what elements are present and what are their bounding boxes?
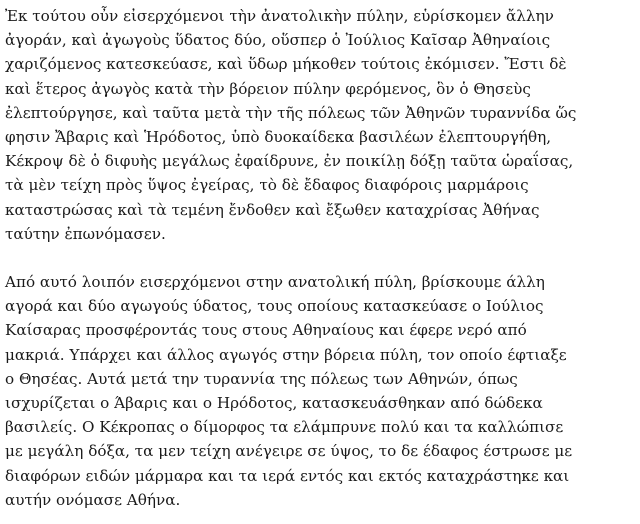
ancient-greek-paragraph (5, 4, 637, 246)
text-line: διαφόρων ειδών μάρμαρα και τα ιερά εντός και εκτός καταχράστηκε και (5, 466, 570, 485)
text-line: ισχυρίζεται ο Άβαρις και ο Ηρόδοτος, κατασκευάσθηκαν από δώδεκα (5, 394, 543, 412)
text-line: βασιλείς. Ο Κέκροπας ο δίμορφος τα ελάμπρυνε πολύ και τα καλλώπισε (5, 418, 564, 437)
modern-greek-paragraph (5, 270, 637, 512)
text-line: ταύτην ἐπωνόμασεν. (5, 224, 166, 243)
text-line: καταστρώσας καὶ τὰ τεμένη ἔνδοθεν καὶ ἔξωθεν καταχρίσας Ἀθήνας (5, 200, 540, 219)
text-line: με μεγάλη δόξα, τα μεν τείχη ανέγειρε σε ύψος, το δε έδαφος έστρωσε με (5, 442, 573, 461)
text-line: ἀγοράν, καὶ ἀγωγοὺς ὕδατος δύο, οὕσπερ ὁ Ἰούλιος Καῖσαρ Ἀθηναίοις (5, 31, 551, 50)
text-line: Καίσαρας προσφέροντάς τους στους Αθηναίους και έφερε νερό από (5, 321, 527, 340)
text-line: φησιν Ἄβαρις καὶ Ἡρόδοτος, ὑπὸ δυοκαίδεκα βασιλέων ἐλεπτουργήθη, (5, 127, 552, 146)
text-line: χαριζόμενος κατεσκεύασε, καὶ ὕδωρ μήκοθεν τούτοις ἐκόμισεν. Ἔστι δὲ (5, 55, 567, 74)
text-line: αγορά και δύο αγωγούς ύδατος, τους οποίους κατασκεύασε ο Ιούλιος (5, 297, 544, 316)
document-body (5, 4, 637, 512)
text-line: Κέκροψ δὲ ὁ διφυὴς μεγάλως ἐφαίδρυνε, ἐν ποικίλῃ δόξῃ ταῦτα ὡραΐσας, (5, 152, 574, 171)
text-line: αυτήν ονόμασε Αθήνα. (5, 490, 181, 509)
text-line: μακριά. Υπάρχει και άλλος αγωγός στην βόρεια πύλη, τον οποίο έφτιαξε (5, 345, 567, 364)
text-line: καὶ ἕτερος ἀγωγὸς κατὰ τὴν βόρειον πύλην φερόμενος, ὃν ὁ Θησεὺς (5, 79, 531, 98)
text-line: ἐλεπτούργησε, καὶ ταῦτα μετὰ τὴν τῆς πόλεως τῶν Ἀθηνῶν τυραννίδα ὥς (5, 103, 577, 122)
text-line: ο Θησέας. Αυτά μετά την τυραννία της πόλεως των Αθηνών, όπως (5, 369, 518, 388)
text-line: τὰ μὲν τείχη πρὸς ὕψος ἐγείρας, τὸ δὲ ἔδαφος διαφόροις μαρμάροις (5, 176, 529, 195)
text-line: Ἐκ τούτου οὖν εἰσερχόμενοι τὴν ἀνατολικὴν πύλην, εὑρίσκομεν ἄλλην (5, 7, 554, 25)
text-line: Από αυτό λοιπόν εισερχόμενοι στην ανατολική πύλη, βρίσκουμε άλλη (5, 273, 545, 292)
